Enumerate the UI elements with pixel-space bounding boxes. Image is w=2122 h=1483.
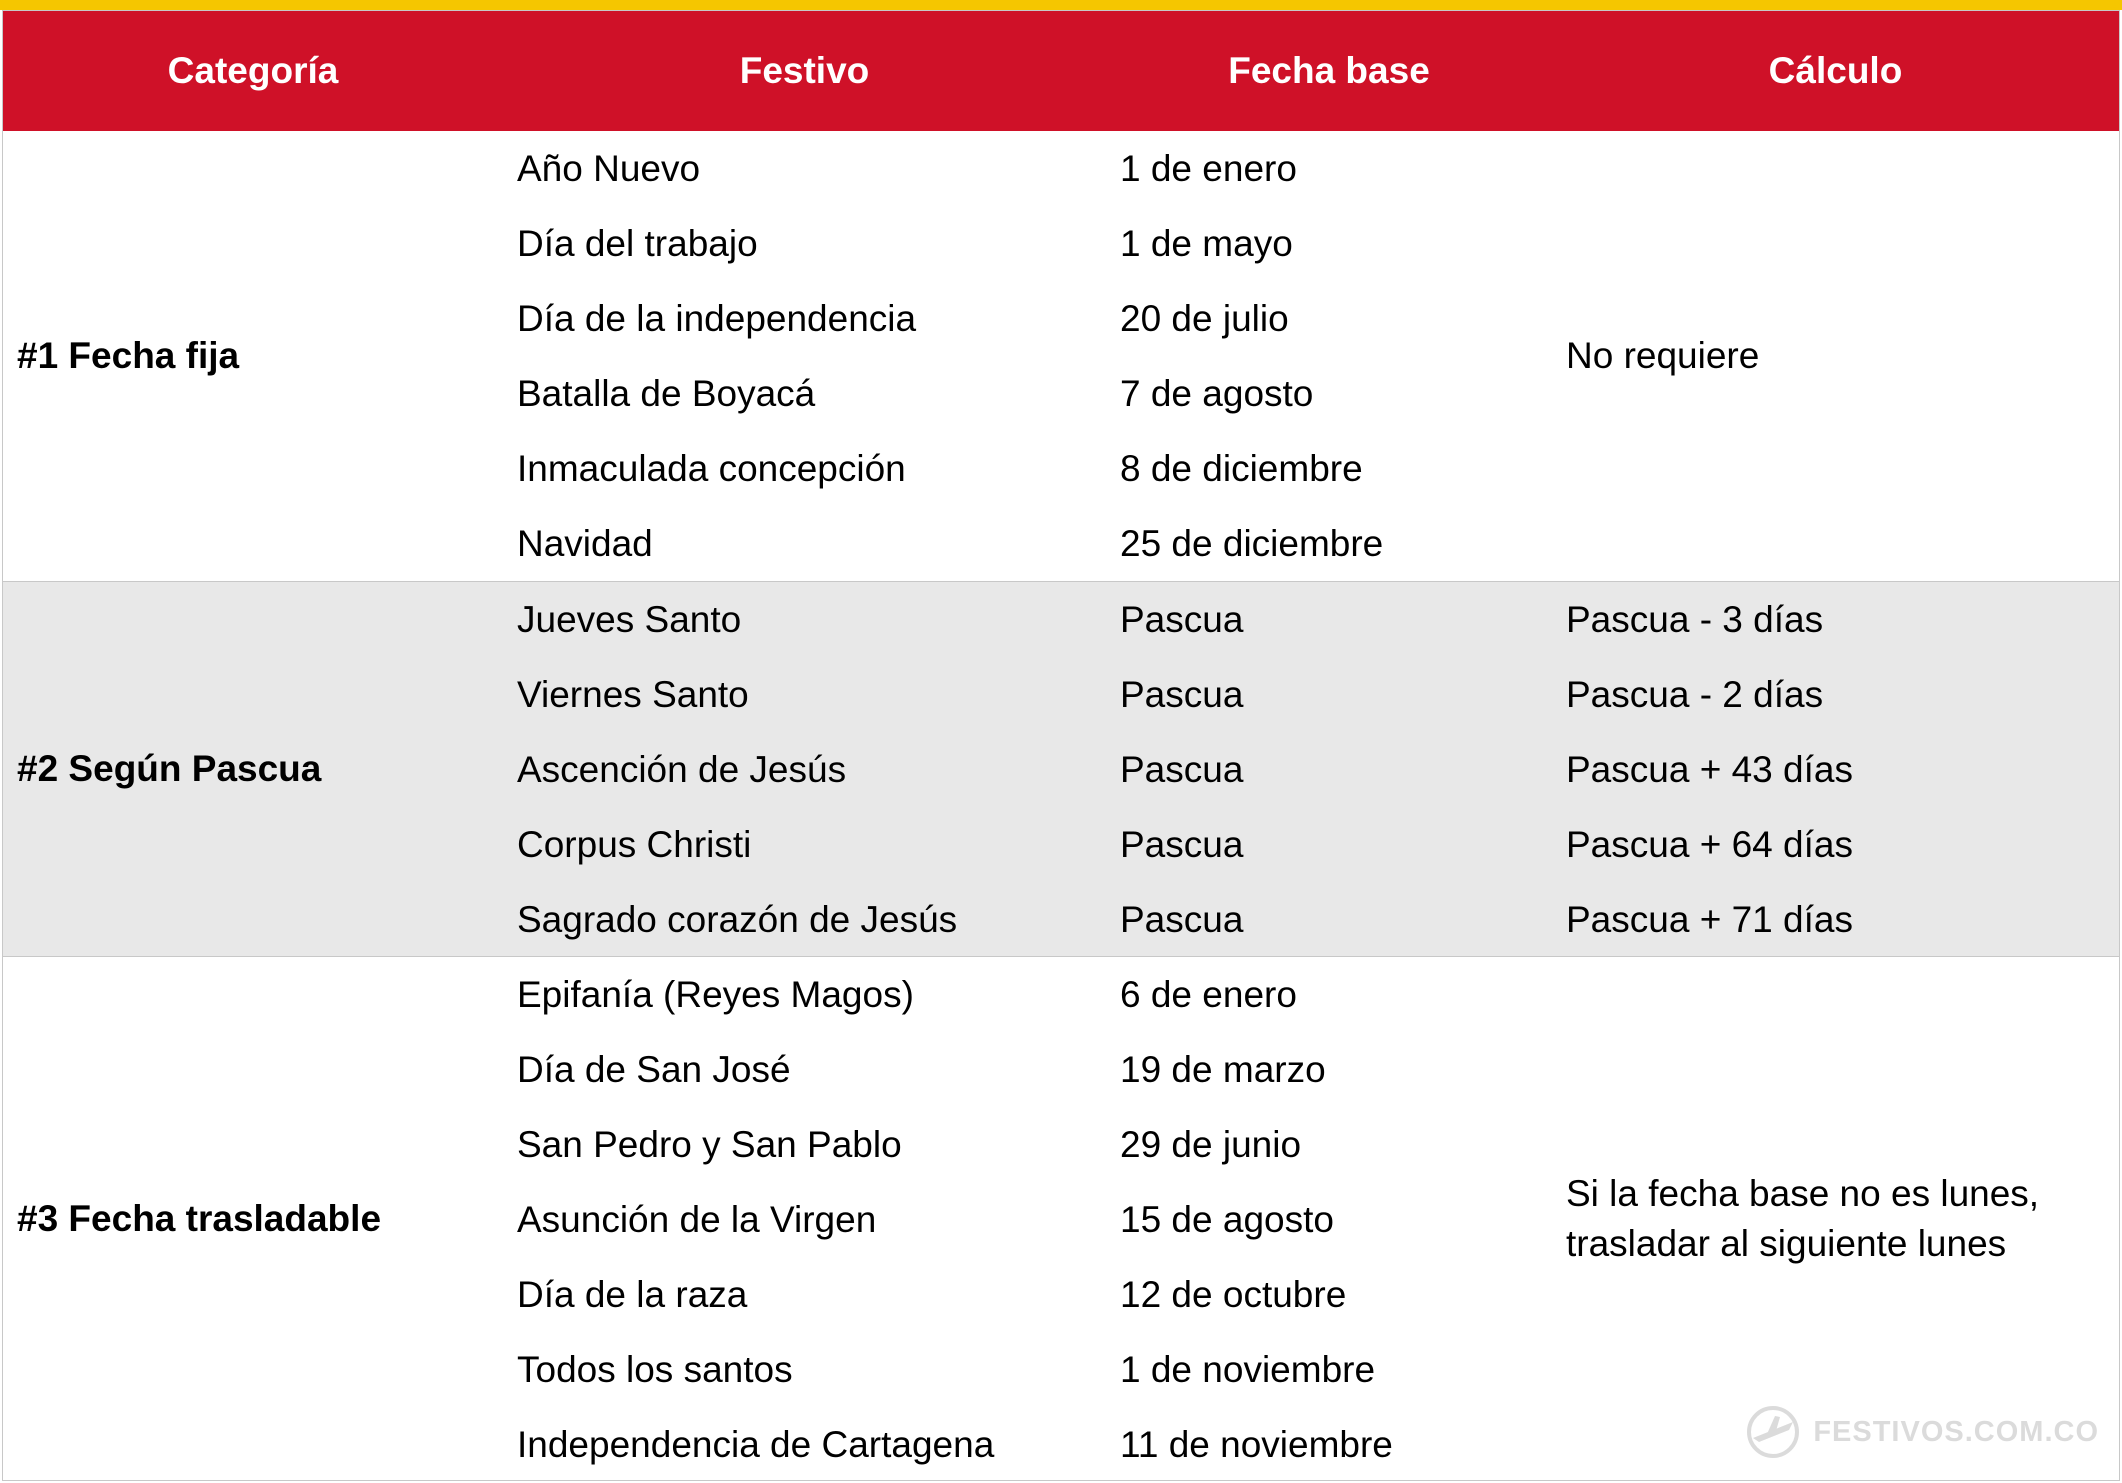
header-festivo: Festivo xyxy=(739,50,870,91)
fecha-base-cell: Pascua xyxy=(1120,824,1244,865)
fecha-base-cell: Pascua xyxy=(1120,899,1244,940)
fecha-base-cell: 19 de marzo xyxy=(1120,1049,1326,1090)
top-accent-strip xyxy=(0,0,2122,10)
table-row xyxy=(3,506,2119,581)
calculo-cell: Pascua + 64 días xyxy=(1566,824,1853,865)
table-row xyxy=(3,732,2119,807)
category-label: #3 Fecha trasladable xyxy=(17,1198,382,1239)
table-row xyxy=(3,807,2119,882)
festivo-cell: Viernes Santo xyxy=(517,674,749,715)
table-row xyxy=(3,1107,2119,1182)
calculation-text: No requiere xyxy=(1566,335,1760,376)
fecha-base-cell: 29 de junio xyxy=(1120,1124,1302,1165)
festivo-cell: Batalla de Boyacá xyxy=(517,373,816,414)
table-row xyxy=(3,882,2119,957)
table-row xyxy=(3,356,2119,431)
fecha-base-cell: 11 de noviembre xyxy=(1120,1424,1393,1465)
fecha-base-cell: 20 de julio xyxy=(1120,298,1289,339)
festivo-cell: Navidad xyxy=(517,523,653,564)
fecha-base-cell: 7 de agosto xyxy=(1120,373,1314,414)
table-row xyxy=(3,582,2119,657)
festivo-cell: Día del trabajo xyxy=(517,223,758,264)
calculo-cell: Pascua + 43 días xyxy=(1566,749,1853,790)
fecha-base-cell: 1 de noviembre xyxy=(1120,1349,1376,1390)
festivo-cell: San Pedro y San Pablo xyxy=(517,1124,902,1165)
fecha-base-cell: 1 de mayo xyxy=(1120,223,1293,264)
fecha-base-cell: 12 de octubre xyxy=(1120,1274,1347,1315)
section-fecha-trasladable xyxy=(3,956,2119,1480)
watermark-text: FESTIVOS.COM.CO xyxy=(1813,1415,2099,1448)
category-label: #2 Según Pascua xyxy=(17,748,322,789)
airplane-globe-icon xyxy=(1745,1404,1801,1460)
festivo-cell: Jueves Santo xyxy=(517,599,742,640)
fecha-base-cell: 25 de diciembre xyxy=(1120,523,1384,564)
festivo-cell: Año Nuevo xyxy=(517,148,701,189)
festivo-cell: Día de San José xyxy=(517,1049,791,1090)
festivo-cell: Día de la raza xyxy=(517,1274,748,1315)
fecha-base-cell: Pascua xyxy=(1120,674,1244,715)
festivo-cell: Epifanía (Reyes Magos) xyxy=(517,974,914,1015)
table-row xyxy=(3,206,2119,281)
table-row xyxy=(3,1032,2119,1107)
header-fecha-base: Fecha base xyxy=(1228,50,1430,91)
festivo-cell: Día de la independencia xyxy=(517,298,917,339)
calculo-cell: Pascua - 3 días xyxy=(1566,599,1824,640)
table-row xyxy=(3,657,2119,732)
watermark xyxy=(1745,1404,2099,1460)
table-header xyxy=(3,11,2119,131)
festivo-cell: Ascención de Jesús xyxy=(517,749,847,790)
table-row xyxy=(3,1182,2119,1257)
festivo-cell: Todos los santos xyxy=(517,1349,793,1390)
table-row xyxy=(3,281,2119,356)
header-categoria: Categoría xyxy=(167,50,339,91)
festivo-cell: Corpus Christi xyxy=(517,824,752,865)
table-row xyxy=(3,1257,2119,1332)
section-fecha-fija xyxy=(3,131,2119,581)
fecha-base-cell: 15 de agosto xyxy=(1120,1199,1334,1240)
category-label: #1 Fecha fija xyxy=(17,335,240,376)
table-row xyxy=(3,131,2119,206)
section-segun-pascua xyxy=(3,581,2119,956)
calculation-text: Si la fecha base no es lunes, trasladar al siguiente lunes xyxy=(1566,1173,2040,1264)
table-row xyxy=(3,957,2119,1032)
fecha-base-cell: 1 de enero xyxy=(1120,148,1297,189)
table-row xyxy=(3,431,2119,506)
festivo-cell: Inmaculada concepción xyxy=(517,448,906,489)
festivo-cell: Asunción de la Virgen xyxy=(517,1199,877,1240)
calculo-cell: Pascua + 71 días xyxy=(1566,899,1853,940)
festivo-cell: Sagrado corazón de Jesús xyxy=(517,899,958,940)
table-row xyxy=(3,1332,2119,1407)
header-calculo: Cálculo xyxy=(1768,50,1903,91)
fecha-base-cell: 6 de enero xyxy=(1120,974,1297,1015)
holidays-table xyxy=(2,10,2120,1481)
fecha-base-cell: 8 de diciembre xyxy=(1120,448,1363,489)
fecha-base-cell: Pascua xyxy=(1120,749,1244,790)
festivo-cell: Independencia de Cartagena xyxy=(517,1424,995,1465)
fecha-base-cell: Pascua xyxy=(1120,599,1244,640)
calculo-cell: Pascua - 2 días xyxy=(1566,674,1824,715)
